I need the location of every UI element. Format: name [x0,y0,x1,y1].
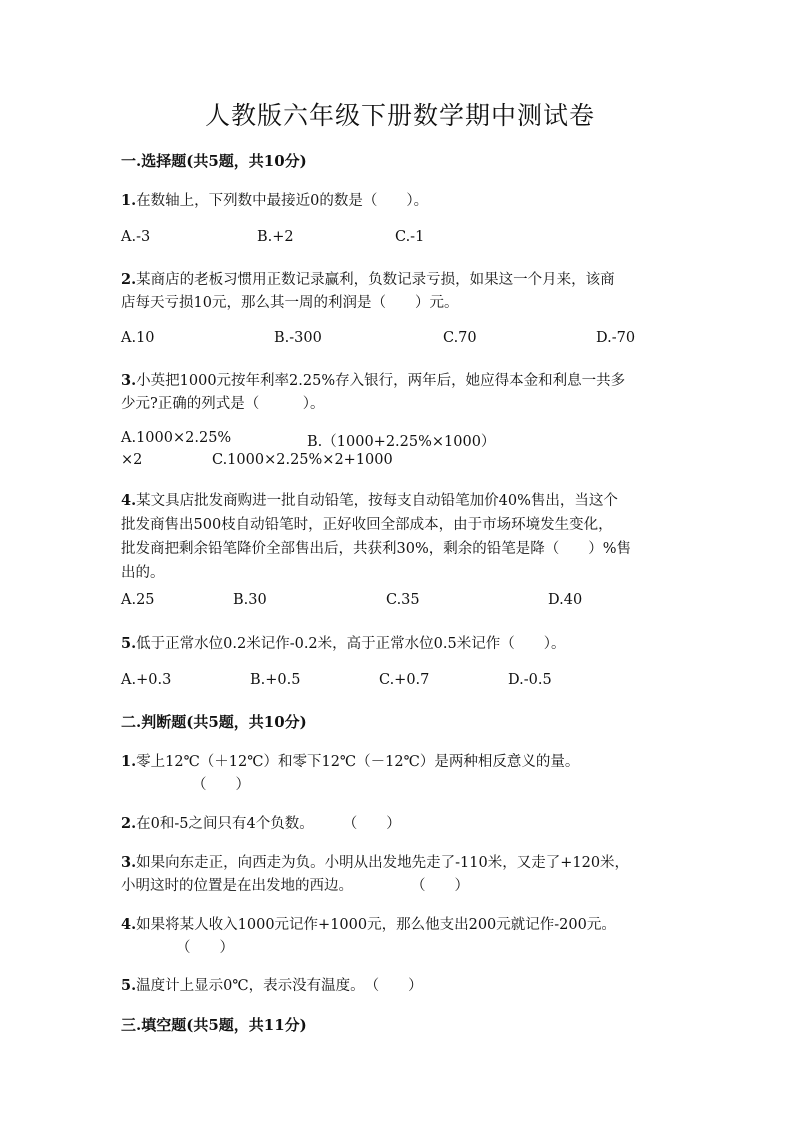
section-1-heading: 一.选择题(共5题，共10分) [121,152,307,170]
question-number: 3. [121,854,137,871]
option-b: B.（1000+2.25%×1000） [307,434,496,450]
question-text-continued: 批发商把剩余铅笔降价全部售出后，共获利30%，剩余的铅笔是降（ ）%售 [121,541,632,557]
question-number: 3. [121,372,137,389]
question-text: 如果将某人收入1000元记作+1000元，那么他支出200元就记作-200元。 [136,917,616,933]
question-text-continued: 小明这时的位置是在出发地的西边。 （ ） [121,878,469,894]
question-text-continued: 少元?正确的列式是（ ）。 [121,396,325,412]
question-number: 4. [121,492,137,509]
option-a: A.1000×2.25% [121,430,232,446]
question-text: 低于正常水位0.2米记作-0.2米，高于正常水位0.5米记作（ ）。 [136,636,566,652]
option-b: B.+2 [257,229,294,245]
answer-blank: （ ） [176,940,234,956]
option-c: C.-1 [395,229,425,245]
option-c: C.1000×2.25%×2+1000 [212,452,393,468]
question-number: 1. [121,753,137,770]
question-1-1 [121,189,428,210]
question-text: 某商店的老板习惯用正数记录赢利，负数记录亏损，如果这一个月来，该商 [136,272,615,288]
question-2-1 [121,750,579,771]
question-2-5 [121,974,423,995]
section-3-heading: 三.填空题(共5题，共11分) [121,1016,307,1034]
question-text: 温度计上显示0℃，表示没有温度。 （ ） [136,978,423,994]
page-title: 人教版六年级下册数学期中测试卷 [204,101,595,130]
question-number: 5. [121,977,137,994]
option-a: A.+0.3 [121,672,172,688]
question-number: 2. [121,815,137,832]
option-b: B.30 [233,592,267,608]
question-text-continued: 出的。 [121,565,165,581]
question-1-2 [121,268,615,289]
option-b: B.-300 [274,330,322,346]
question-number: 1. [121,192,137,209]
option-c: C.35 [386,592,420,608]
question-number: 5. [121,635,137,652]
option-d: D.-0.5 [508,672,552,688]
question-text: 如果向东走正，向西走为负。小明从出发地先走了-110米，又走了+120米， [136,855,630,871]
answer-blank: （ ） [192,777,250,793]
question-text: 在数轴上，下列数中最接近0的数是（ ）。 [136,193,429,209]
section-2-heading: 二.判断题(共5题，共10分) [121,713,307,731]
option-c: C.+0.7 [379,672,430,688]
question-2-2 [121,812,401,833]
option-a: A.10 [121,330,155,346]
option-d: D.-70 [596,330,636,346]
question-2-3 [121,851,629,872]
question-1-5 [121,632,565,653]
question-number: 4. [121,916,137,933]
option-b: B.+0.5 [250,672,301,688]
question-text-continued: 店每天亏损10元，那么其一周的利润是（ ）元。 [121,295,459,311]
question-text-continued: 批发商售出500枝自动铅笔时，正好收回全部成本，由于市场环境发生变化， [121,517,613,533]
question-text: 小英把1000元按年利率2.25%存入银行，两年后，她应得本金和利息一共多 [136,373,626,389]
option-b-continued: ×2 [121,452,143,468]
question-text: 某文具店批发商购进一批自动铅笔，按每支自动铅笔加价40%售出，当这个 [136,493,618,509]
option-a: A.-3 [121,229,151,245]
question-1-3 [121,369,625,390]
question-text: 零上12℃（＋12℃）和零下12℃（－12℃）是两种相反意义的量。 [136,754,580,770]
question-2-4 [121,913,616,934]
question-text: 在0和-5之间只有4个负数。 （ ） [136,816,401,832]
option-c: C.70 [443,330,477,346]
option-a: A.25 [121,592,155,608]
option-d: D.40 [548,592,583,608]
question-number: 2. [121,271,137,288]
question-1-4 [121,489,618,510]
